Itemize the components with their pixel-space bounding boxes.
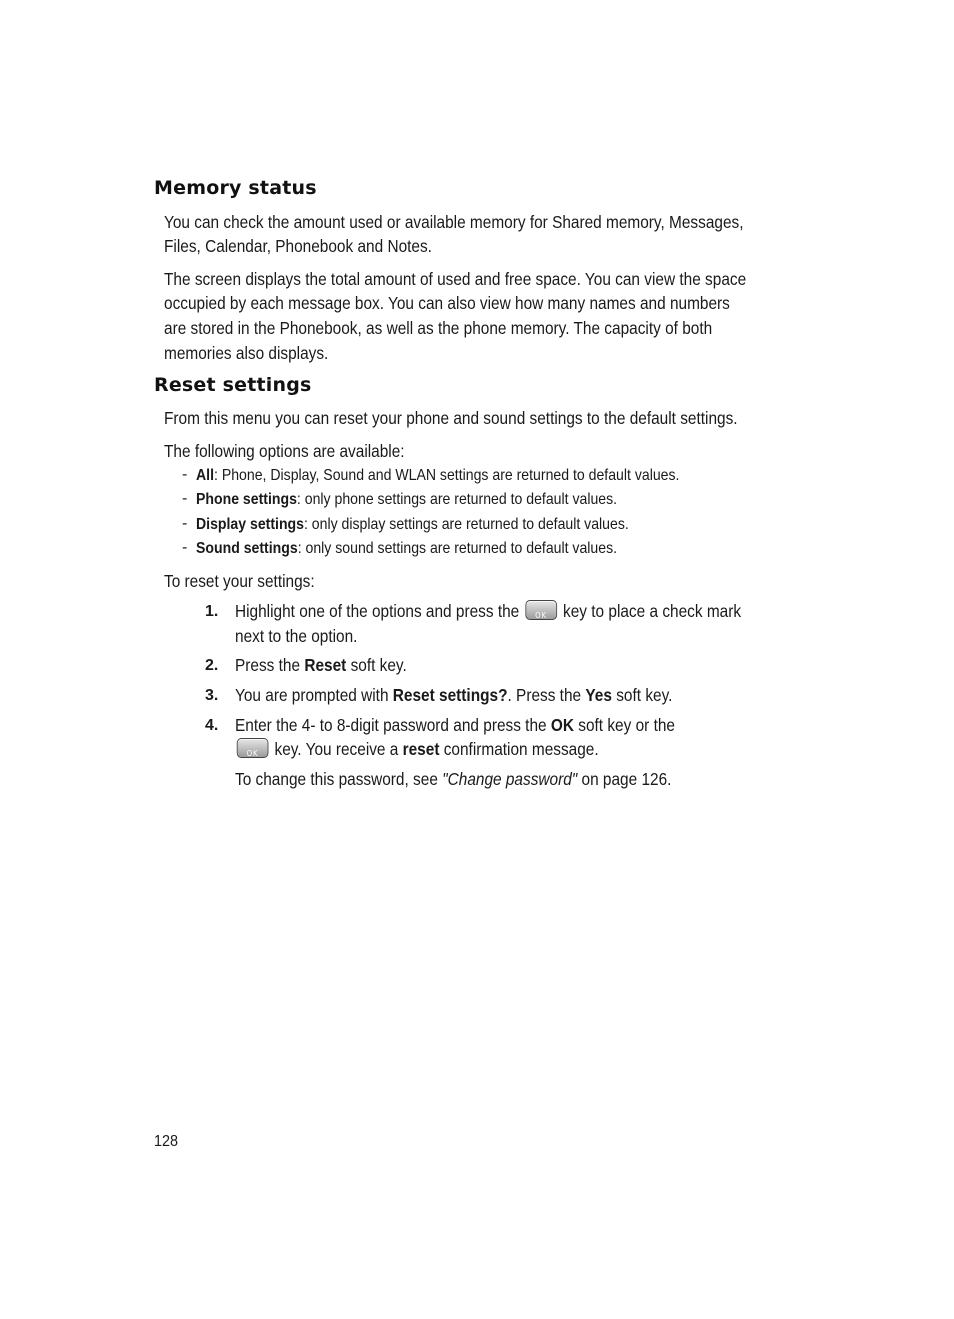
password-note: To change this password, see "Change password" on page 126. [235, 769, 672, 789]
ok-key-icon: OK [525, 600, 557, 620]
bullet-dash: - [182, 466, 188, 483]
change-password-link[interactable]: "Change password" [442, 769, 578, 789]
bullet-dash: - [182, 515, 188, 532]
step-4-number: 4. [205, 717, 219, 734]
ok-key-icon: OK [237, 738, 269, 758]
option-sound-settings: Sound settings: only sound settings are returned to default values. [196, 540, 618, 557]
option-all: All: Phone, Display, Sound and WLAN settings are returned to default values. [196, 467, 680, 484]
step-1-line-2: next to the option. [235, 626, 358, 646]
step-4-line-1: Enter the 4- to 8-digit password and press the OK soft key or the [235, 715, 675, 735]
bullet-dash: - [182, 490, 188, 507]
step-1-number: 1. [205, 603, 219, 620]
reset-intro: From this menu you can reset your phone and sound settings to the default settings. [164, 408, 738, 428]
memory-paragraph-2-line-3: are stored in the Phonebook, as well as the phone memory. The capacity of both [164, 318, 713, 338]
step-4-line-2: OK key. You receive a reset confirmation message. [235, 737, 599, 762]
reset-settings-heading: Reset settings [154, 374, 312, 396]
option-display-settings: Display settings: only display settings are returned to default values. [196, 516, 629, 533]
bullet-dash: - [182, 539, 188, 556]
step-1-line-1: Highlight one of the options and press the OK key to place a check mark [235, 601, 742, 621]
step-3-text: You are prompted with Reset settings?. Press the Yes soft key. [235, 685, 673, 705]
memory-paragraph-1-line-2: Files, Calendar, Phonebook and Notes. [164, 236, 432, 256]
step-3-number: 3. [205, 687, 219, 704]
memory-paragraph-1-line-1: You can check the amount used or available memory for Shared memory, Messages, [164, 212, 744, 232]
memory-paragraph-2-line-2: occupied by each message box. You can also view how many names and numbers [164, 293, 730, 313]
option-phone-settings: Phone settings: only phone settings are returned to default values. [196, 491, 618, 508]
options-intro: The following options are available: [164, 441, 405, 461]
step-2-number: 2. [205, 657, 219, 674]
steps-intro: To reset your settings: [164, 571, 315, 591]
step-2-text: Press the Reset soft key. [235, 655, 407, 675]
memory-paragraph-2-line-4: memories also displays. [164, 343, 329, 363]
page-number: 128 [154, 1133, 179, 1150]
memory-status-heading: Memory status [154, 177, 317, 199]
memory-paragraph-2-line-1: The screen displays the total amount of used and free space. You can view the space [164, 269, 747, 289]
